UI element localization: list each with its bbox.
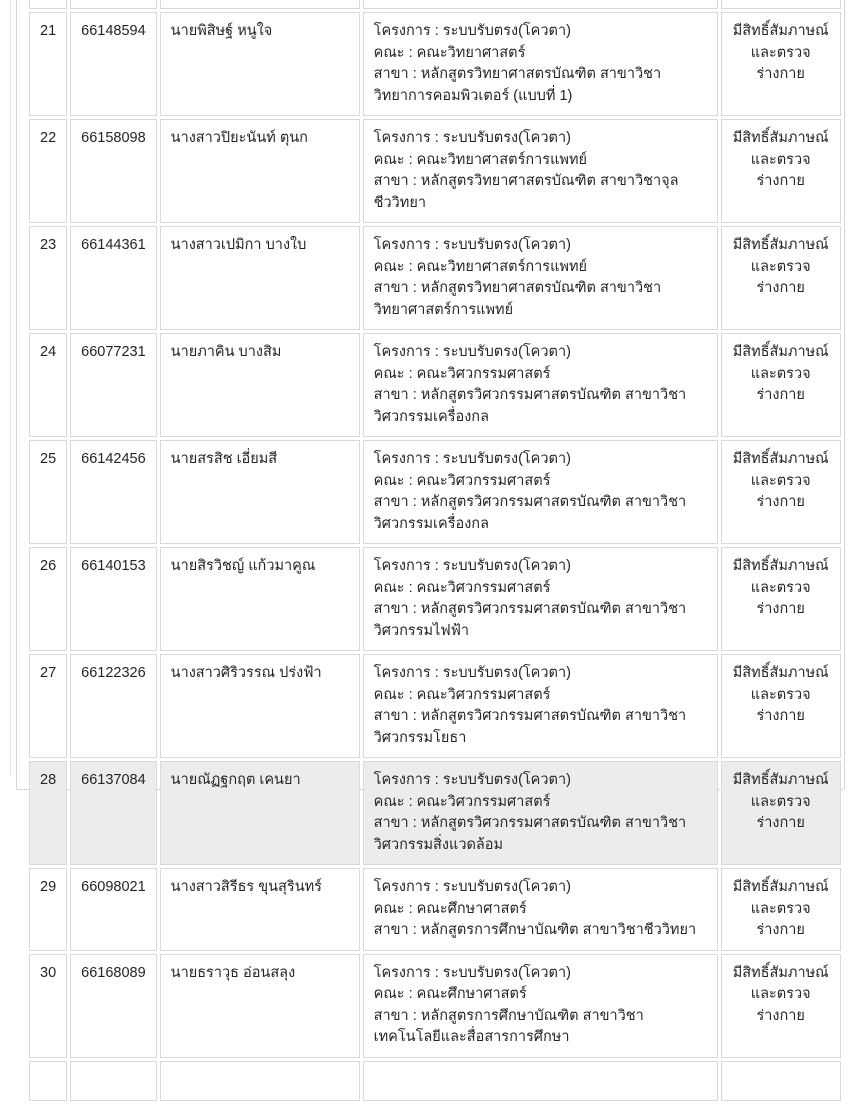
detail-line-project: โครงการ : ระบบรับตรง(โควตา)	[373, 23, 571, 39]
applicant-id: 66077231	[70, 333, 157, 437]
applicant-number: 22	[29, 119, 67, 223]
detail-line-project: โครงการ : ระบบรับตรง(โควตา)	[373, 451, 571, 467]
applicant-name: นายณัฏฐกฤต เคนยา	[160, 761, 360, 865]
detail-line-project: โครงการ : ระบบรับตรง(โควตา)	[373, 130, 571, 146]
detail-line-project: โครงการ : ระบบรับตรง(โควตา)	[373, 665, 571, 681]
table-row	[29, 12, 841, 116]
applicant-name: นางสาวเปมิกา บางใบ	[160, 226, 360, 330]
program-details	[363, 226, 718, 330]
applicant-id: 66098021	[70, 868, 157, 951]
applicant-number: 24	[29, 333, 67, 437]
applicant-id: 66144361	[70, 226, 157, 330]
program-details	[363, 333, 718, 437]
applicant-number: 27	[29, 654, 67, 758]
applicant-id: 66158098	[70, 119, 157, 223]
applicant-name: นายภาคิน บางสิม	[160, 333, 360, 437]
applicant-name: นายธราวุธ อ่อนสลุง	[160, 954, 360, 1058]
status-text: มีสิทธิ์สัมภาษณ์และตรวจร่างกาย	[721, 761, 841, 865]
detail-line-major: สาขา : หลักสูตรวิศวกรรมศาสตรบัณฑิต สาขาวิชาวิศวกรรมเครื่องกล	[373, 387, 687, 425]
detail-line-major: สาขา : หลักสูตรวิศวกรรมศาสตรบัณฑิต สาขาวิชาวิศวกรรมสิ่งแวดล้อม	[373, 815, 687, 853]
table-body	[29, 0, 841, 1101]
detail-line-major: สาขา : หลักสูตรการศึกษาบัณฑิต สาขาวิชาเทคโนโลยีและสื่อสารการศึกษา	[373, 1007, 644, 1045]
detail-line-project: โครงการ : ระบบรับตรง(โควตา)	[373, 237, 571, 253]
applicant-id: 66140153	[70, 547, 157, 651]
status-text: มีสิทธิ์สัมภาษณ์และตรวจร่างกาย	[721, 333, 841, 437]
detail-line-faculty: คณะ : คณะวิทยาศาสตร์การแพทย์	[373, 258, 588, 275]
detail-line-faculty: คณะ : คณะวิศวกรรมศาสตร์	[373, 472, 551, 489]
program-details	[363, 119, 718, 223]
status-text: มีสิทธิ์สัมภาษณ์และตรวจร่างกาย	[721, 119, 841, 223]
empty-cell	[160, 1061, 360, 1101]
table-row	[29, 954, 841, 1058]
program-details	[363, 440, 718, 544]
applicant-id: 66142456	[70, 440, 157, 544]
applicant-number: 30	[29, 954, 67, 1058]
detail-line-project: โครงการ : ระบบรับตรง(โควตา)	[373, 558, 571, 574]
detail-line-major: สาขา : หลักสูตรวิศวกรรมศาสตรบัณฑิต สาขาวิชาวิศวกรรมโยธา	[373, 708, 687, 746]
table-row	[29, 654, 841, 758]
status-text: มีสิทธิ์สัมภาษณ์และตรวจร่างกาย	[721, 547, 841, 651]
applicant-name: นางสาวศิริวรรณ ปร่งฟ้า	[160, 654, 360, 758]
table-row	[29, 226, 841, 330]
table-row	[29, 333, 841, 437]
detail-line-major: สาขา : หลักสูตรวิทยาศาสตรบัณฑิต สาขาวิชาจุลชีววิทยา	[373, 173, 679, 211]
program-details	[363, 547, 718, 651]
detail-line-faculty: คณะ : คณะวิทยาศาสตร์การแพทย์	[373, 151, 588, 168]
applicant-number: 26	[29, 547, 67, 651]
detail-line-project: โครงการ : ระบบรับตรง(โควตา)	[373, 879, 571, 895]
detail-line-faculty: คณะ : คณะวิศวกรรมศาสตร์	[373, 365, 551, 382]
table-row	[29, 119, 841, 223]
detail-line-faculty: คณะ : คณะศึกษาศาสตร์	[373, 900, 527, 917]
applicant-number: 21	[29, 12, 67, 116]
detail-line-faculty: คณะ : คณะศึกษาศาสตร์	[373, 986, 527, 1002]
applicant-name: นายสิรวิชญ์ แก้วมาคูณ	[160, 547, 360, 651]
applicant-number: 23	[29, 226, 67, 330]
empty-cell	[363, 1061, 718, 1101]
applicant-number: 28	[29, 761, 67, 865]
status-text: มีสิทธิ์สัมภาษณ์และตรวจร่างกาย	[721, 226, 841, 330]
table-row	[29, 440, 841, 544]
applicant-number: 25	[29, 440, 67, 544]
status-text: มีสิทธิ์สัมภาษณ์และตรวจร่างกาย	[721, 440, 841, 544]
empty-cell	[721, 1061, 841, 1101]
empty-cell	[363, 0, 718, 9]
status-text: มีสิทธิ์สัมภาษณ์และตรวจร่างกาย	[721, 954, 841, 1058]
detail-line-faculty: คณะ : คณะวิศวกรรมศาสตร์	[373, 579, 551, 596]
results-table	[26, 0, 844, 1104]
program-details	[363, 868, 718, 951]
table-row-partial	[29, 0, 841, 9]
detail-line-project: โครงการ : ระบบรับตรง(โควตา)	[373, 964, 571, 981]
detail-line-major: สาขา : หลักสูตรวิศวกรรมศาสตรบัณฑิต สาขาวิชาวิศวกรรมเครื่องกล	[373, 494, 687, 532]
program-details	[363, 654, 718, 758]
page-edge-line	[10, 0, 11, 776]
status-text: มีสิทธิ์สัมภาษณ์และตรวจร่างกาย	[721, 12, 841, 116]
applicant-name: นางสาวสิรีธร ขุนสุรินทร์	[160, 868, 360, 951]
table-row	[29, 868, 841, 951]
program-details	[363, 954, 718, 1058]
applicant-id: 66148594	[70, 12, 157, 116]
detail-line-major: สาขา : หลักสูตรการศึกษาบัณฑิต สาขาวิชาชีววิทยา	[373, 922, 697, 938]
empty-cell	[70, 1061, 157, 1101]
table-row	[29, 761, 841, 865]
empty-cell	[70, 0, 157, 9]
empty-cell	[160, 0, 360, 9]
empty-cell	[29, 0, 67, 9]
detail-line-major: สาขา : หลักสูตรวิศวกรรมศาสตรบัณฑิต สาขาวิชาวิศวกรรมไฟฟ้า	[373, 601, 687, 639]
applicant-id: 66122326	[70, 654, 157, 758]
detail-line-faculty: คณะ : คณะวิศวกรรมศาสตร์	[373, 686, 551, 703]
program-details	[363, 761, 718, 865]
detail-line-faculty: คณะ : คณะวิศวกรรมศาสตร์	[373, 793, 551, 810]
detail-line-major: สาขา : หลักสูตรวิทยาศาสตรบัณฑิต สาขาวิชาวิทยาการคอมพิวเตอร์ (แบบที่ 1)	[373, 66, 662, 104]
status-text: มีสิทธิ์สัมภาษณ์และตรวจร่างกาย	[721, 654, 841, 758]
applicant-name: นายสรสิช เอี่ยมสี	[160, 440, 360, 544]
applicant-id: 66137084	[70, 761, 157, 865]
table-row	[29, 547, 841, 651]
status-text: มีสิทธิ์สัมภาษณ์และตรวจร่างกาย	[721, 868, 841, 951]
empty-cell	[29, 1061, 67, 1101]
program-details	[363, 12, 718, 116]
applicant-name: นางสาวปิยะนันท์ ตุนก	[160, 119, 360, 223]
detail-line-faculty: คณะ : คณะวิทยาศาสตร์	[373, 44, 526, 61]
detail-line-major: สาขา : หลักสูตรวิทยาศาสตรบัณฑิต สาขาวิชาวิทยาศาสตร์การแพทย์	[373, 280, 662, 318]
applicant-number: 29	[29, 868, 67, 951]
detail-line-project: โครงการ : ระบบรับตรง(โควตา)	[373, 344, 571, 360]
applicant-name: นายพิสิษฐ์ หนูใจ	[160, 12, 360, 116]
empty-cell	[721, 0, 841, 9]
detail-line-project: โครงการ : ระบบรับตรง(โควตา)	[373, 772, 571, 788]
applicant-id: 66168089	[70, 954, 157, 1058]
table-row-partial	[29, 1061, 841, 1101]
